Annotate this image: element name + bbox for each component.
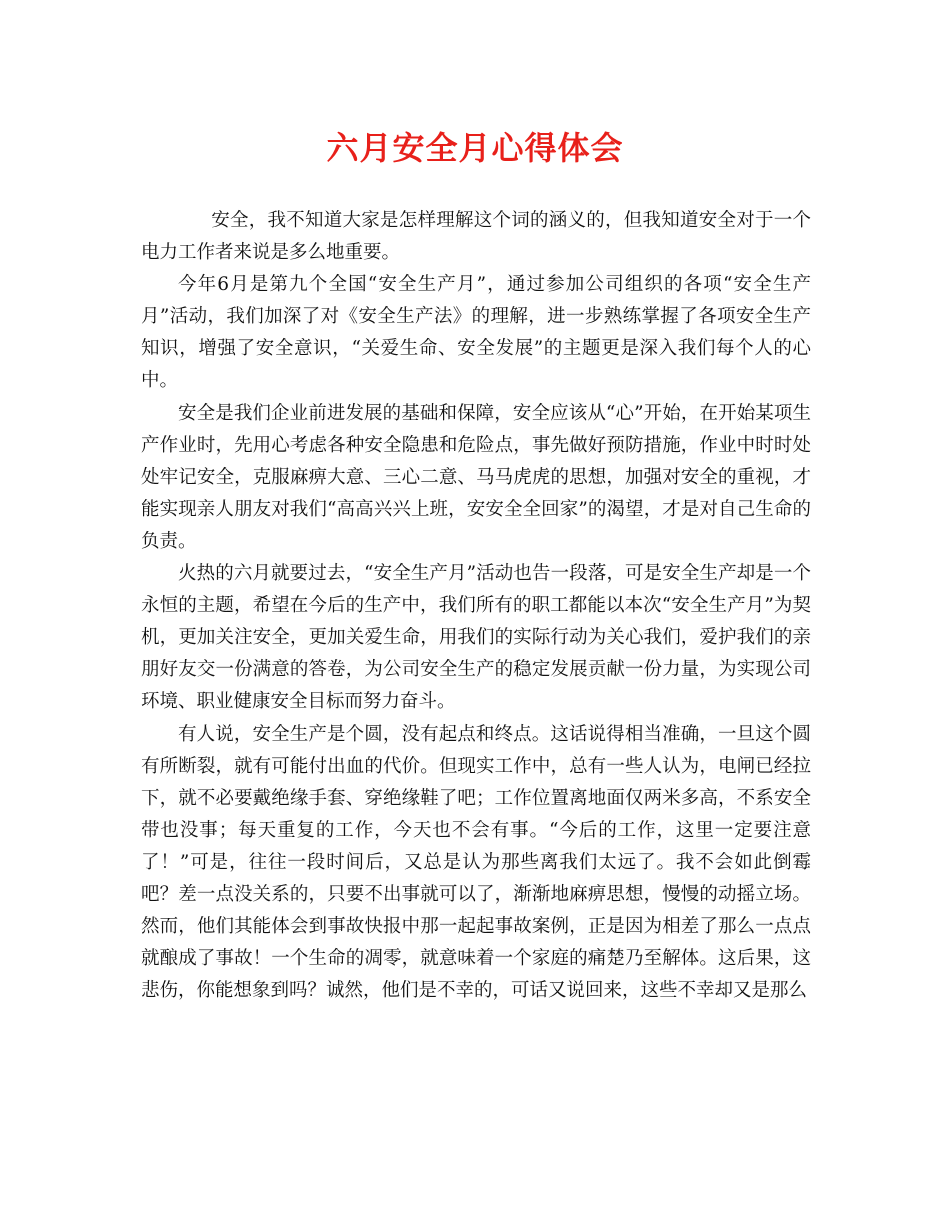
paragraph-1: 安全，我不知道大家是怎样理解这个词的涵义的，但我知道安全对于一个电力工作者来说是多么地重要。 [141,210,811,264]
paragraph-5: 有人说，安全生产是个圆，没有起点和终点。这话说得相当准确，一旦这个圆有所断裂，就有可能付出血的代价。但现实工作中，总有一些人认为，电闸已经拉下，就不必要戴绝缘手套、穿绝缘鞋了吧；工作位置离地面仅两米多高，不系安全带也没事；每天重复的工作，今天也不会有事。“今后的工作，这里一定要注意了！”可是，往往一段时间后，又总是认为那些离我们太远了。我不会如此倒霉吧？差一点没关系的，只要不出事就可以了，渐渐地麻痹思想，慢慢的动摇立场。然而，他们其能体会到事故快报中那一起起事故案例，正是因为相差了那么一点点就酿成了事故！一个生命的凋零，就意味着一个家庭的痛楚乃至解体。这后果，这悲伤，你能想象到吗？诚然，他们是不幸的，可话又说回来，这些不幸却又是那么 [141,723,811,1002]
paragraph-4: 火热的六月就要过去，“安全生产月”活动也告一段落，可是安全生产却是一个永恒的主题，希望在今后的生产中，我们所有的职工都能以本次“安全生产月”为契机，更加关注安全，更加关爱生命，用我们的实际行动为关心我们，爱护我们的亲朋好友交一份满意的答卷，为公司安全生产的稳定发展贡献一份力量，为实现公司环境、职业健康安全目标而努力奋斗。 [141,563,811,713]
paragraph-2: 今年6月是第九个全国“安全生产月”，通过参加公司组织的各项“安全生产月”活动，我们加深了对《安全生产法》的理解，进一步熟练掌握了各项安全生产知识，增强了安全意识，“关爱生命、安全发展”的主题更是深入我们每个人的心中。 [141,274,811,392]
document-title: 六月安全月心得体会 [326,129,624,167]
paragraph-3: 安全是我们企业前进发展的基础和保障，安全应该从“心”开始，在开始某项生产作业时，先用心考虑各种安全隐患和危险点，事先做好预防措施，作业中时时处处牢记安全，克服麻痹大意、三心二意、马马虎虎的思想，加强对安全的重视，才能实现亲人朋友对我们“高高兴兴上班，安安全全回家”的渴望，才是对自己生命的负责。 [141,402,811,552]
document-body [141,205,811,1007]
